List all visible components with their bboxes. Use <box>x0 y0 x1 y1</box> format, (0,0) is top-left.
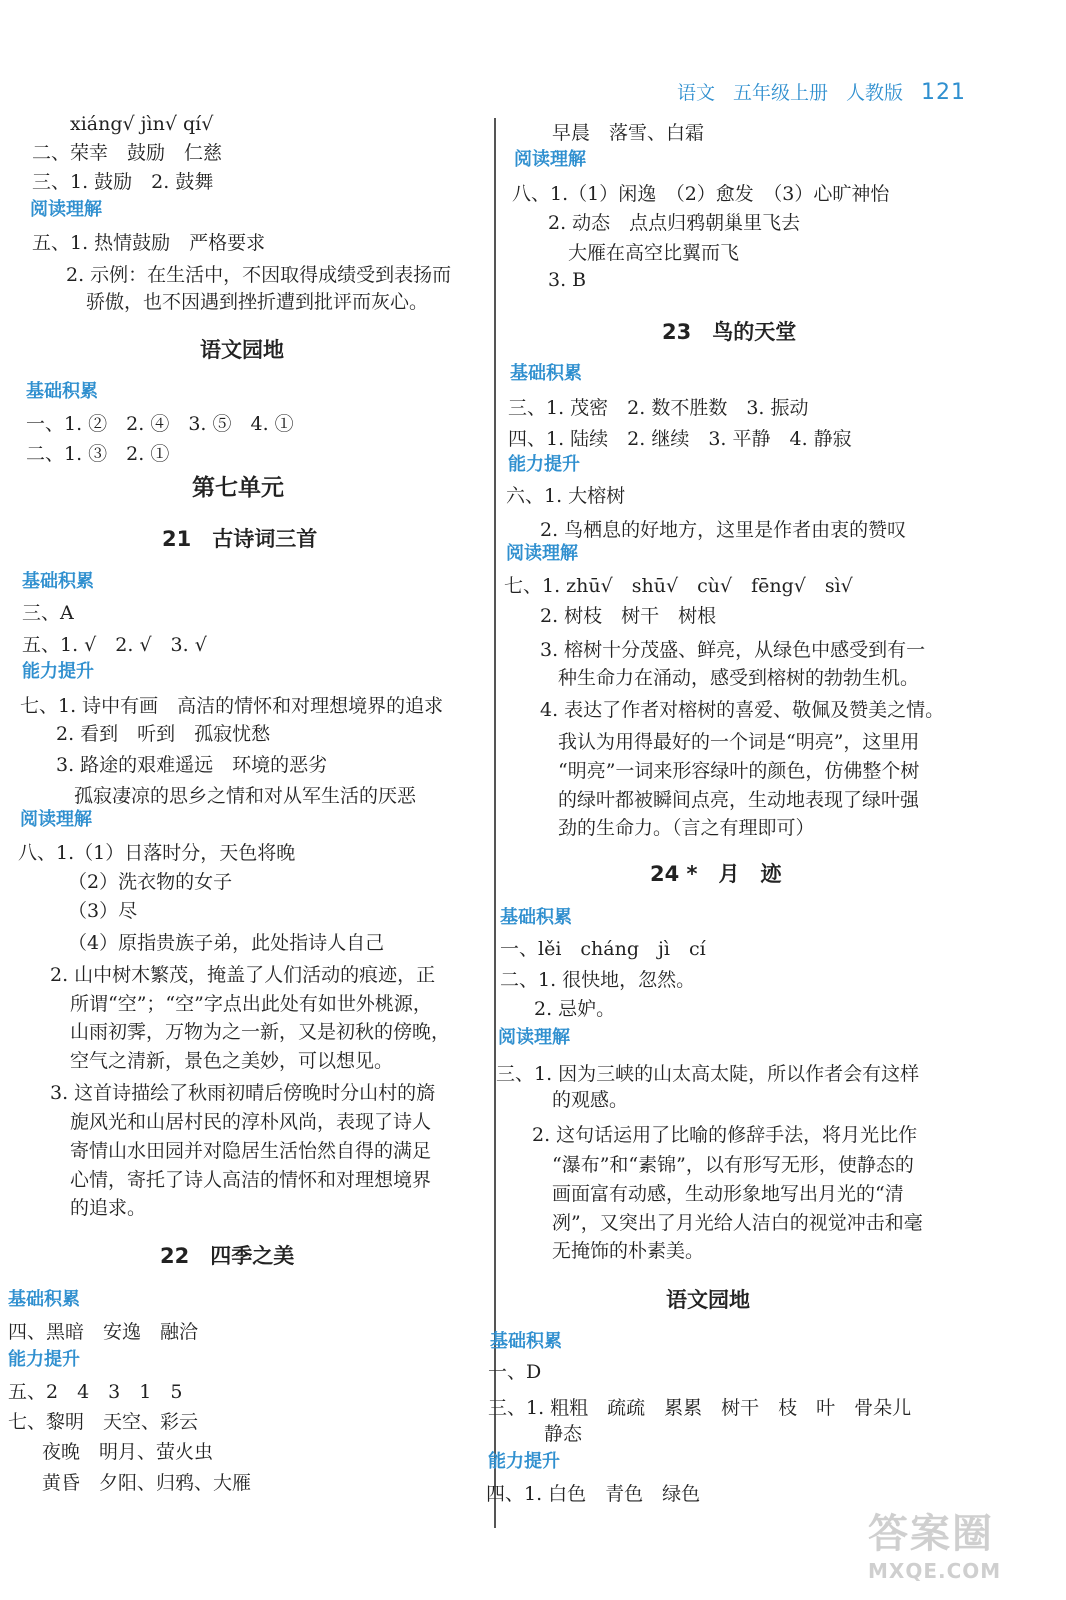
answer-line: 无掩饰的朴素美。 <box>552 1240 705 1262</box>
answer-line: 七、1. zhū√ shū√ cù√ fēng√ sì√ <box>504 575 853 597</box>
section-label: 阅读理解 <box>30 199 102 220</box>
section-label: 基础积累 <box>510 363 582 384</box>
answer-line: 的观感。 <box>552 1089 629 1111</box>
answer-line: 所谓“空”；“空”字点出此处有如世外桃源， <box>70 993 432 1015</box>
page-number: 121 <box>921 80 966 105</box>
section-label: 能力提升 <box>508 454 580 475</box>
lesson-title: 24 * 月 迹 <box>650 862 782 886</box>
answer-line: 旎风光和山居村民的淳朴风尚，表现了诗人 <box>70 1111 432 1133</box>
section-label: 基础积累 <box>500 907 572 928</box>
answer-line: 2. 动态 点点归鸦朝巢里飞去 <box>548 212 801 234</box>
section-label: 能力提升 <box>488 1451 560 1472</box>
answer-line: 骄傲，也不因遇到挫折遭到批评而灰心。 <box>86 291 429 313</box>
answer-line: 的追求。 <box>70 1197 147 1219</box>
answer-line: 静态 <box>544 1423 583 1445</box>
answer-line: 的绿叶都被瞬间点亮，生动地表现了绿叶强 <box>558 789 920 811</box>
section-label: 基础积累 <box>22 571 94 592</box>
answer-line: （2）洗衣物的女子 <box>68 871 233 893</box>
answer-line: 六、1. 大榕树 <box>506 485 626 507</box>
answer-line: 2. 树枝 树干 树根 <box>540 605 717 627</box>
answer-line: 我认为用得最好的一个词是“明亮”，这里用 <box>558 731 920 753</box>
answer-line: 二、1. ③ 2. ① <box>26 443 170 465</box>
column-divider <box>494 118 496 1528</box>
answer-line: 2. 山中树木繁茂，掩盖了人们活动的痕迹，正 <box>50 964 436 986</box>
answer-line: 四、1. 陆续 2. 继续 3. 平静 4. 静寂 <box>508 428 852 450</box>
answer-line: 2. 这句话运用了比喻的修辞手法，将月光比作 <box>532 1124 918 1146</box>
lesson-title: 22 四季之美 <box>160 1244 295 1268</box>
answer-line: 二、1. 很快地，忽然。 <box>500 969 696 991</box>
answer-line: 二、荣幸 鼓励 仁慈 <box>32 142 223 164</box>
answer-line: （3）尽 <box>68 900 138 922</box>
answer-line: 七、黎明 天空、彩云 <box>8 1411 199 1433</box>
answer-line: 4. 表达了作者对榕树的喜爱、敬佩及赞美之情。 <box>540 699 945 721</box>
section-label: 基础积累 <box>26 381 98 402</box>
answer-line: 3. B <box>548 269 587 291</box>
answer-line: 夜晚 明月、萤火虫 <box>42 1441 214 1463</box>
answer-line: 三、A <box>22 602 74 624</box>
lesson-title: 23 鸟的天堂 <box>662 320 797 344</box>
answer-line: 五、1. 热情鼓励 严格要求 <box>32 232 266 254</box>
page-header <box>677 78 966 105</box>
answer-line: 五、1. √ 2. √ 3. √ <box>22 634 207 656</box>
answer-line: 三、1. 因为三峡的山太高太陡，所以作者会有这样 <box>496 1063 920 1085</box>
answer-line: 空气之清新，景色之美妙，可以想见。 <box>70 1050 394 1072</box>
answer-line: 劲的生命力。（言之有理即可） <box>558 817 815 839</box>
header-grade: 五年级上册 <box>732 82 828 104</box>
watermark-logo <box>868 1502 1038 1582</box>
answer-line: 孤寂凄凉的思乡之情和对从军生活的厌恶 <box>74 785 417 807</box>
section-label: 基础积累 <box>8 1289 80 1310</box>
section-label: 阅读理解 <box>20 809 92 830</box>
answer-line: 三、1. 鼓励 2. 鼓舞 <box>32 171 214 193</box>
answer-line: 画面富有动感，生动形象地写出月光的“清 <box>552 1183 904 1205</box>
lesson-title: 21 古诗词三首 <box>162 527 318 551</box>
header-edition: 人教版 <box>845 82 903 104</box>
answer-line: 寄情山水田园并对隐居生活怡然自得的满足 <box>70 1140 432 1162</box>
answer-line: 一、lěi cháng jì cí <box>500 938 706 960</box>
answer-line: 3. 榕树十分茂盛、鲜亮，从绿色中感受到有一 <box>540 639 926 661</box>
answer-line: 一、1. ② 2. ④ 3. ⑤ 4. ① <box>26 413 294 435</box>
watermark-bottom: MXQE.COM <box>868 1559 1002 1583</box>
answer-line: “瀑布”和“素锦”，以有形写无形，使静态的 <box>552 1154 914 1176</box>
answer-line: 2. 忌妒。 <box>534 998 616 1020</box>
watermark-top: 答案圈 <box>868 1511 994 1557</box>
section-label: 阅读理解 <box>506 543 578 564</box>
answer-line: 八、1.（1）日落时分，天色将晚 <box>18 842 296 864</box>
answer-line: 五、2 4 3 1 5 <box>8 1381 183 1403</box>
answer-line: 早晨 落雪、白霜 <box>552 122 705 144</box>
section-label: 能力提升 <box>8 1349 80 1370</box>
answer-line: 心情，寄托了诗人高洁的情怀和对理想境界 <box>70 1169 432 1191</box>
section-label: 阅读理解 <box>498 1027 570 1048</box>
unit-title: 第七单元 <box>192 475 284 501</box>
answer-line: 四、1. 白色 青色 绿色 <box>486 1483 701 1505</box>
answer-line: 八、1.（1）闲逸 （2）愈发 （3）心旷神怡 <box>512 183 890 205</box>
answer-line: 山雨初霁，万物为之一新，又是初秋的傍晚， <box>70 1021 451 1043</box>
answer-line: 冽”，又突出了月光给人洁白的视觉冲击和毫 <box>552 1212 923 1234</box>
answer-line: 大雁在高空比翼而飞 <box>568 242 740 264</box>
answer-line: 2. 看到 听到 孤寂忧愁 <box>56 723 271 745</box>
answer-line: “明亮”一词来形容绿叶的颜色，仿佛整个树 <box>558 760 920 782</box>
answer-line: 2. 示例：在生活中，不因取得成绩受到表扬而 <box>66 264 452 286</box>
section-label: 阅读理解 <box>514 149 586 170</box>
lesson-title: 语文园地 <box>200 338 284 362</box>
answer-line: 一、D <box>488 1361 542 1383</box>
answer-line: 2. 鸟栖息的好地方，这里是作者由衷的赞叹 <box>540 519 907 541</box>
section-label: 能力提升 <box>22 661 94 682</box>
answer-line: 黄昏 夕阳、归鸦、大雁 <box>42 1472 252 1494</box>
answer-line: 四、黑暗 安逸 融洽 <box>8 1321 199 1343</box>
answer-line: （4）原指贵族子弟，此处指诗人自己 <box>68 932 385 954</box>
answer-line: 3. 路途的艰难遥远 环境的恶劣 <box>56 754 328 776</box>
answer-line: 三、1. 茂密 2. 数不胜数 3. 振动 <box>508 397 809 419</box>
answer-line: 3. 这首诗描绘了秋雨初晴后傍晚时分山村的旖 <box>50 1082 436 1104</box>
header-subject: 语文 <box>676 82 715 104</box>
lesson-title: 语文园地 <box>666 1288 750 1312</box>
answer-line: 种生命力在涌动，感受到榕树的勃勃生机。 <box>558 667 920 689</box>
answer-line: 七、1. 诗中有画 高洁的情怀和对理想境界的追求 <box>20 695 444 717</box>
answer-line: 三、1. 粗粗 疏疏 累累 树干 枝 叶 骨朵儿 <box>488 1397 912 1419</box>
answer-line: xiáng√ jìn√ qí√ <box>70 113 214 135</box>
section-label: 基础积累 <box>490 1331 562 1352</box>
